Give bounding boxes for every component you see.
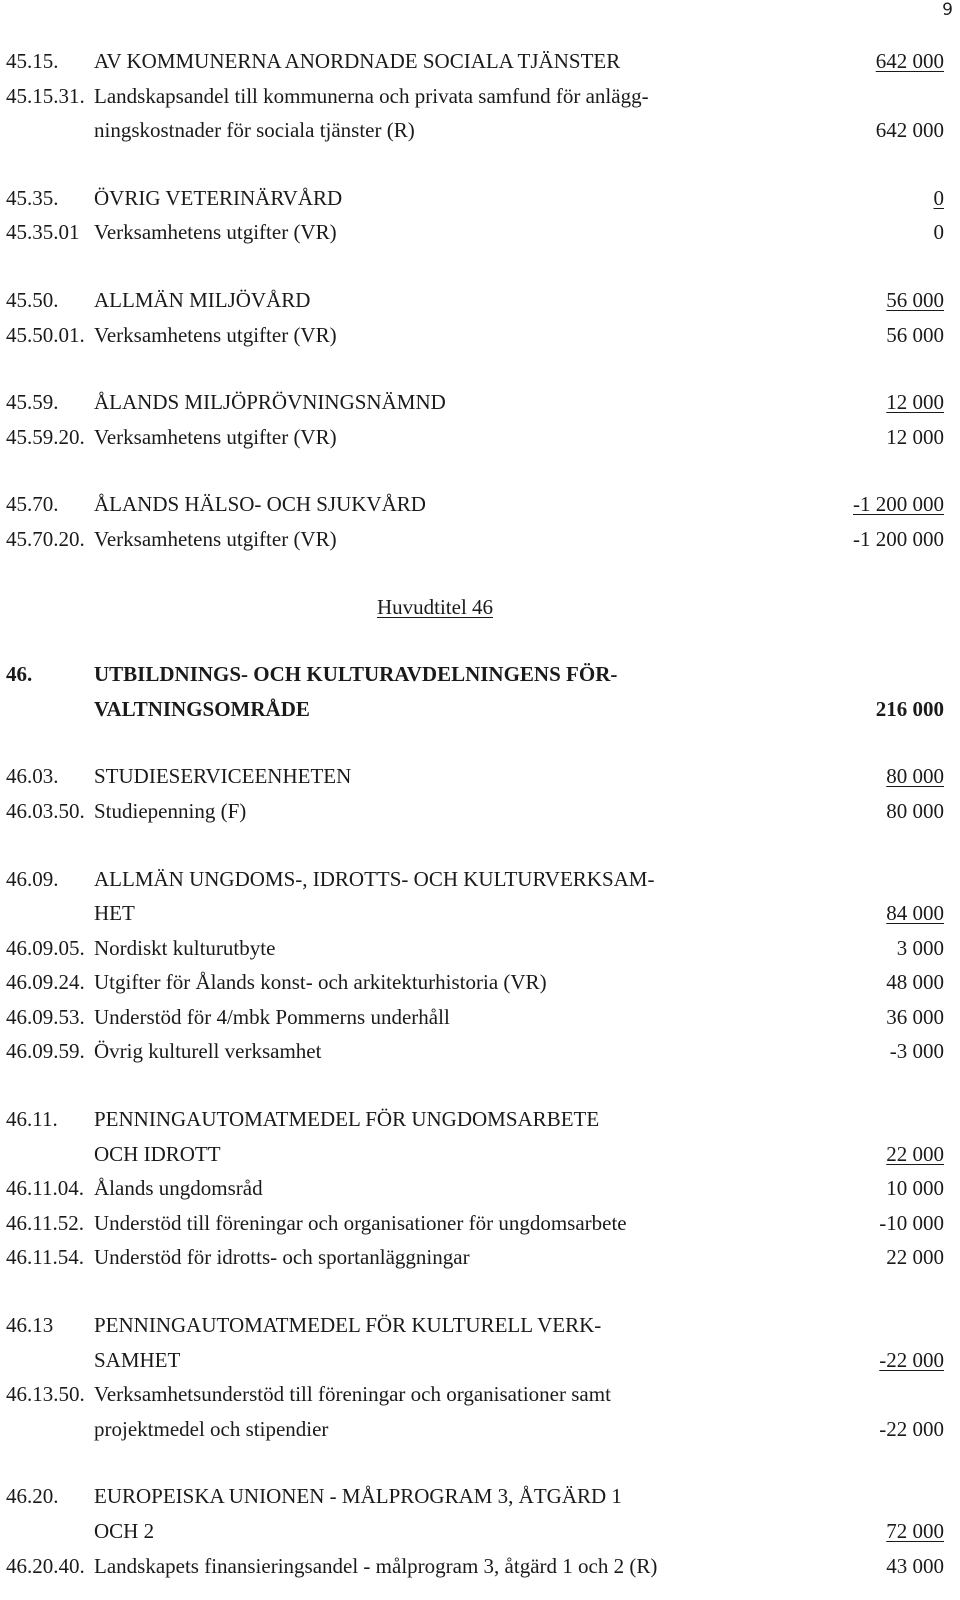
chapter-code: 46.: [6, 662, 33, 687]
item-description: Verksamhetens utgifter (VR): [94, 322, 337, 347]
item-code: 46.13.50.: [6, 1382, 85, 1407]
item-description: ningskostnader för sociala tjänster (R): [94, 118, 415, 143]
item-code: 45.70.20.: [6, 526, 85, 551]
item-amount: 3 000: [896, 935, 944, 960]
chapter-header-continuation-row: [0, 692, 960, 727]
item-amount: -10 000: [879, 1210, 944, 1235]
section-title: AV KOMMUNERNA ANORDNADE SOCIALA TJÄNSTER: [94, 49, 621, 73]
budget-item-row: [0, 1206, 960, 1241]
section-code: 46.13: [6, 1313, 54, 1338]
section-amount: 642 000: [875, 49, 944, 73]
section-amount: 84 000: [886, 901, 944, 926]
section-amount: 80 000: [886, 764, 944, 789]
spacer: [0, 557, 960, 590]
budget-item-row: [0, 794, 960, 829]
spacer: [0, 624, 960, 657]
main-title-row: [0, 590, 960, 625]
section-code: 46.09.: [6, 866, 59, 891]
item-description: Verksamhetens utgifter (VR): [94, 424, 337, 449]
section-header-continuation-row: [0, 1343, 960, 1378]
item-description: Övrig kulturell verksamhet: [94, 1039, 322, 1064]
item-description: Ålands ungdomsråd: [94, 1176, 263, 1201]
section-header-continuation-row: [0, 1137, 960, 1172]
chapter-title: VALTNINGSOMRÅDE: [94, 696, 310, 721]
spacer: [0, 454, 960, 487]
item-amount: -1 200 000: [853, 526, 944, 551]
spacer: [0, 726, 960, 759]
item-amount: 642 000: [875, 118, 944, 143]
section-code: 45.50.: [6, 287, 59, 312]
section-header-row: [0, 283, 960, 318]
item-amount: 80 000: [886, 798, 944, 823]
item-code: 45.50.01.: [6, 322, 85, 347]
item-amount: 36 000: [886, 1004, 944, 1029]
budget-item-continuation-row: [0, 113, 960, 148]
item-description: Verksamhetens utgifter (VR): [94, 526, 337, 551]
section-code: 45.70.: [6, 492, 59, 517]
spacer: [0, 1275, 960, 1308]
budget-item-row: [0, 79, 960, 114]
item-code: 45.15.31.: [6, 83, 85, 108]
item-code: 46.09.53.: [6, 1004, 85, 1029]
chapter-title: UTBILDNINGS- OCH KULTURAVDELNINGENS FÖR-: [94, 662, 618, 687]
section-title: ALLMÄN MILJÖVÅRD: [94, 287, 311, 312]
section-header-row: [0, 385, 960, 420]
section-code: 45.59.: [6, 390, 59, 415]
item-description: Verksamhetens utgifter (VR): [94, 220, 337, 245]
section-code: 45.15.: [6, 49, 59, 73]
section-header-row: [0, 1308, 960, 1343]
item-description: Nordiskt kulturutbyte: [94, 935, 276, 960]
item-amount: -22 000: [879, 1416, 944, 1441]
item-code: 45.35.01: [6, 220, 80, 245]
budget-document: [0, 44, 960, 1583]
section-code: 45.35.: [6, 185, 59, 210]
budget-item-row: [0, 1000, 960, 1035]
section-header-row: [0, 44, 960, 79]
section-title: STUDIESERVICEENHETEN: [94, 764, 352, 789]
section-amount: 22 000: [886, 1141, 944, 1166]
item-description: Utgifter för Ålands konst- och arkitekturhistoria (VR): [94, 970, 547, 995]
item-description: projektmedel och stipendier: [94, 1416, 329, 1441]
spacer: [0, 148, 960, 181]
section-amount: 0: [933, 185, 944, 210]
section-title: SAMHET: [94, 1347, 181, 1372]
budget-item-row: [0, 931, 960, 966]
budget-item-row: [0, 1549, 960, 1584]
item-amount: 10 000: [886, 1176, 944, 1201]
section-title: ÅLANDS HÄLSO- OCH SJUKVÅRD: [94, 492, 426, 517]
item-description: Understöd för idrotts- och sportanläggningar: [94, 1245, 470, 1270]
section-code: 46.11.: [6, 1107, 58, 1132]
item-description: Understöd till föreningar och organisationer för ungdomsarbete: [94, 1210, 627, 1235]
item-code: 46.11.52.: [6, 1210, 84, 1235]
section-header-row: [0, 1102, 960, 1137]
item-description: Verksamhetsunderstöd till föreningar och organisationer samt: [94, 1382, 611, 1407]
section-title: EUROPEISKA UNIONEN - MÅLPROGRAM 3, ÅTGÄRD 1: [94, 1484, 622, 1509]
item-code: 46.11.04.: [6, 1176, 84, 1201]
section-amount: 72 000: [886, 1519, 944, 1543]
section-title: PENNINGAUTOMATMEDEL FÖR KULTURELL VERK-: [94, 1313, 602, 1338]
budget-item-row: [0, 1240, 960, 1275]
spacer: [0, 1069, 960, 1102]
section-header-row: [0, 487, 960, 522]
item-code: 46.09.24.: [6, 970, 85, 995]
section-title: PENNINGAUTOMATMEDEL FÖR UNGDOMSARBETE: [94, 1107, 600, 1132]
section-header-row: [0, 759, 960, 794]
section-code: 46.20.: [6, 1484, 59, 1509]
chapter-amount: 216 000: [875, 696, 944, 721]
section-title: HET: [94, 901, 135, 926]
section-header-row: [0, 181, 960, 216]
section-amount: 56 000: [886, 287, 944, 312]
item-amount: 56 000: [886, 322, 944, 347]
item-amount: 22 000: [886, 1245, 944, 1270]
item-amount: 43 000: [886, 1553, 944, 1578]
budget-item-row: [0, 1377, 960, 1412]
budget-item-row: [0, 1034, 960, 1069]
main-title-heading: Huvudtitel 46: [376, 594, 494, 619]
item-description: Landskapsandel till kommunerna och privata samfund för anlägg-: [94, 83, 649, 108]
section-title: OCH 2: [94, 1519, 155, 1543]
budget-item-row: [0, 318, 960, 353]
item-amount: 48 000: [886, 970, 944, 995]
item-description: Landskapets finansieringsandel - målprogram 3, åtgärd 1 och 2 (R): [94, 1553, 658, 1578]
item-code: 46.03.50.: [6, 798, 85, 823]
section-title: ALLMÄN UNGDOMS-, IDROTTS- OCH KULTURVERKSAM-: [94, 866, 655, 891]
section-header-continuation-row: [0, 1514, 960, 1549]
section-amount: 12 000: [886, 390, 944, 415]
item-code: 46.20.40.: [6, 1553, 85, 1578]
section-header-row: [0, 862, 960, 897]
item-description: Understöd för 4/mbk Pommerns underhåll: [94, 1004, 450, 1029]
section-title: ÅLANDS MILJÖPRÖVNINGSNÄMND: [94, 390, 446, 415]
item-amount: -3 000: [889, 1039, 944, 1064]
spacer: [0, 1446, 960, 1479]
item-code: 46.09.05.: [6, 935, 85, 960]
section-amount: -22 000: [879, 1347, 944, 1372]
item-code: 46.11.54.: [6, 1245, 84, 1270]
section-header-continuation-row: [0, 896, 960, 931]
budget-item-continuation-row: [0, 1412, 960, 1447]
section-amount: -1 200 000: [853, 492, 944, 517]
item-amount: 0: [933, 220, 944, 245]
spacer: [0, 352, 960, 385]
spacer: [0, 250, 960, 283]
budget-item-row: [0, 965, 960, 1000]
item-code: 45.59.20.: [6, 424, 85, 449]
item-description: Studiepenning (F): [94, 798, 247, 823]
budget-item-row: [0, 522, 960, 557]
budget-item-row: [0, 420, 960, 455]
page-number: 9: [942, 0, 953, 20]
section-title: OCH IDROTT: [94, 1141, 221, 1166]
budget-item-row: [0, 215, 960, 250]
section-header-row: [0, 1479, 960, 1514]
budget-item-row: [0, 1171, 960, 1206]
spacer: [0, 829, 960, 862]
section-code: 46.03.: [6, 764, 59, 789]
item-amount: 12 000: [886, 424, 944, 449]
item-code: 46.09.59.: [6, 1039, 85, 1064]
chapter-header-row: [0, 657, 960, 692]
section-title: ÖVRIG VETERINÄRVÅRD: [94, 185, 343, 210]
